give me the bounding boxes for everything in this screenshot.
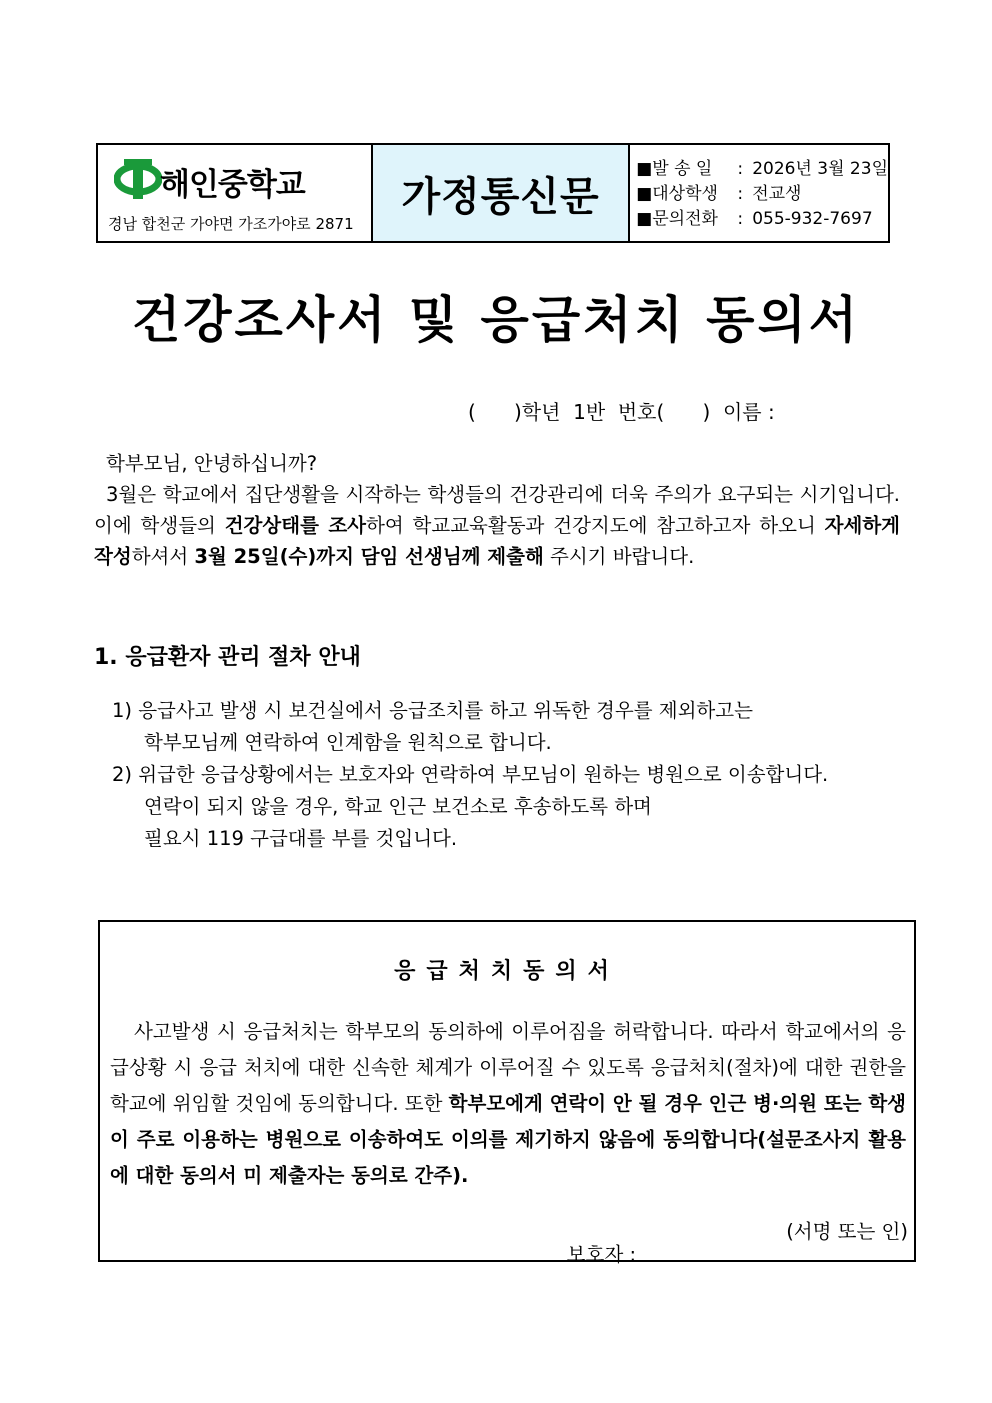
intro-paragraph xyxy=(94,479,900,572)
greeting: 학부모님, 안녕하십니까? xyxy=(106,452,318,475)
info-cell xyxy=(630,145,888,241)
intro-bold: 3월 25일(수)까지 담임 선생님께 제출해 xyxy=(194,545,544,568)
consent-title: 응급처치동의서 xyxy=(394,959,620,984)
list-item xyxy=(112,759,828,855)
newsletter-title-cell xyxy=(373,145,630,241)
school-cell xyxy=(98,145,373,241)
school-logo-icon xyxy=(114,157,162,201)
intro-bold: 자세하게 작성 xyxy=(94,514,900,568)
intro-text: 3월은 학교에서 집단생활을 시작하는 학생들의 건강관리에 더욱 주의가 요구되는 시기입니다. 이에 학생들의 xyxy=(94,483,900,537)
list-item-line: 2) 위급한 응급상황에서는 보호자와 연락하여 부모님이 원하는 병원으로 이송합니다. xyxy=(112,763,829,786)
list-item-line: 필요시 119 구급대를 부를 것입니다. xyxy=(144,827,458,850)
school-address: 경남 합천군 가야면 가조가야로 2871 xyxy=(108,215,354,233)
list-item xyxy=(112,695,753,759)
consent-text: 사고발생 시 응급처치는 학부모의 동의하에 이루어짐을 허락합니다. 따라서 학교에서의 응급상황 시 응급 처치에 대한 신속한 체계가 이루어질 수 있도록 응급처치(절차)에 대한 권한을 학교에 위임할 것임에 동의합니다. 또한 xyxy=(110,1020,906,1115)
document-title: 건강조사서 및 응급처치 동의서 xyxy=(131,291,861,349)
info-row-date xyxy=(636,157,888,182)
student-info-line: ( )학년 1반 번호( ) 이름 : xyxy=(468,400,775,424)
list-item-line: 학부모님께 연락하여 인계함을 원칙으로 합니다. xyxy=(144,731,552,754)
intro-text: 하셔서 xyxy=(131,545,195,568)
info-value: 전교생 xyxy=(752,184,802,204)
intro-text: 주시기 바랍니다. xyxy=(543,545,695,568)
list-item-line: 1) 응급사고 발생 시 보건실에서 응급조치를 하고 위독한 경우를 제외하고는 xyxy=(112,699,753,722)
signature-hint: (서명 또는 인) xyxy=(786,1220,908,1243)
info-key: ■대상학생 xyxy=(636,184,718,204)
info-row-target xyxy=(636,182,888,207)
info-key: ■문의전화 xyxy=(636,209,718,229)
intro-bold: 건강상태를 조사 xyxy=(224,514,367,537)
info-value: 2026년 3월 23일 xyxy=(752,159,888,179)
info-sep: : xyxy=(737,209,744,229)
school-name: 해인중학교 xyxy=(160,167,305,203)
info-sep: : xyxy=(737,184,744,204)
section-heading: 1. 응급환자 관리 절차 안내 xyxy=(94,645,361,670)
info-row-phone xyxy=(636,207,888,232)
list-item-line: 연락이 되지 않을 경우, 학교 인근 보건소로 후송하도록 하며 xyxy=(144,795,652,818)
info-sep: : xyxy=(737,159,744,179)
signature-line xyxy=(542,1216,908,1313)
intro-text: 하여 학교교육활동과 건강지도에 참고하고자 하오니 xyxy=(366,514,825,537)
info-value: 055-932-7697 xyxy=(752,209,873,229)
info-key: ■발 송 일 xyxy=(636,159,713,179)
newsletter-title: 가정통신문 xyxy=(401,173,600,220)
guardian-label: 보호자 : xyxy=(566,1243,637,1266)
consent-body xyxy=(110,1014,906,1194)
header-table xyxy=(96,143,890,243)
consent-box xyxy=(98,920,916,1266)
consent-bold-text: 학부모에게 연락이 안 될 경우 인근 병·의원 또는 학생이 주로 이용하는 병원으로 이송하여도 이의를 제기하지 않음에 동의합니다(설문조사지 활용에 대한 동의서 미 제출자는 동의로 간주). xyxy=(110,1092,907,1187)
